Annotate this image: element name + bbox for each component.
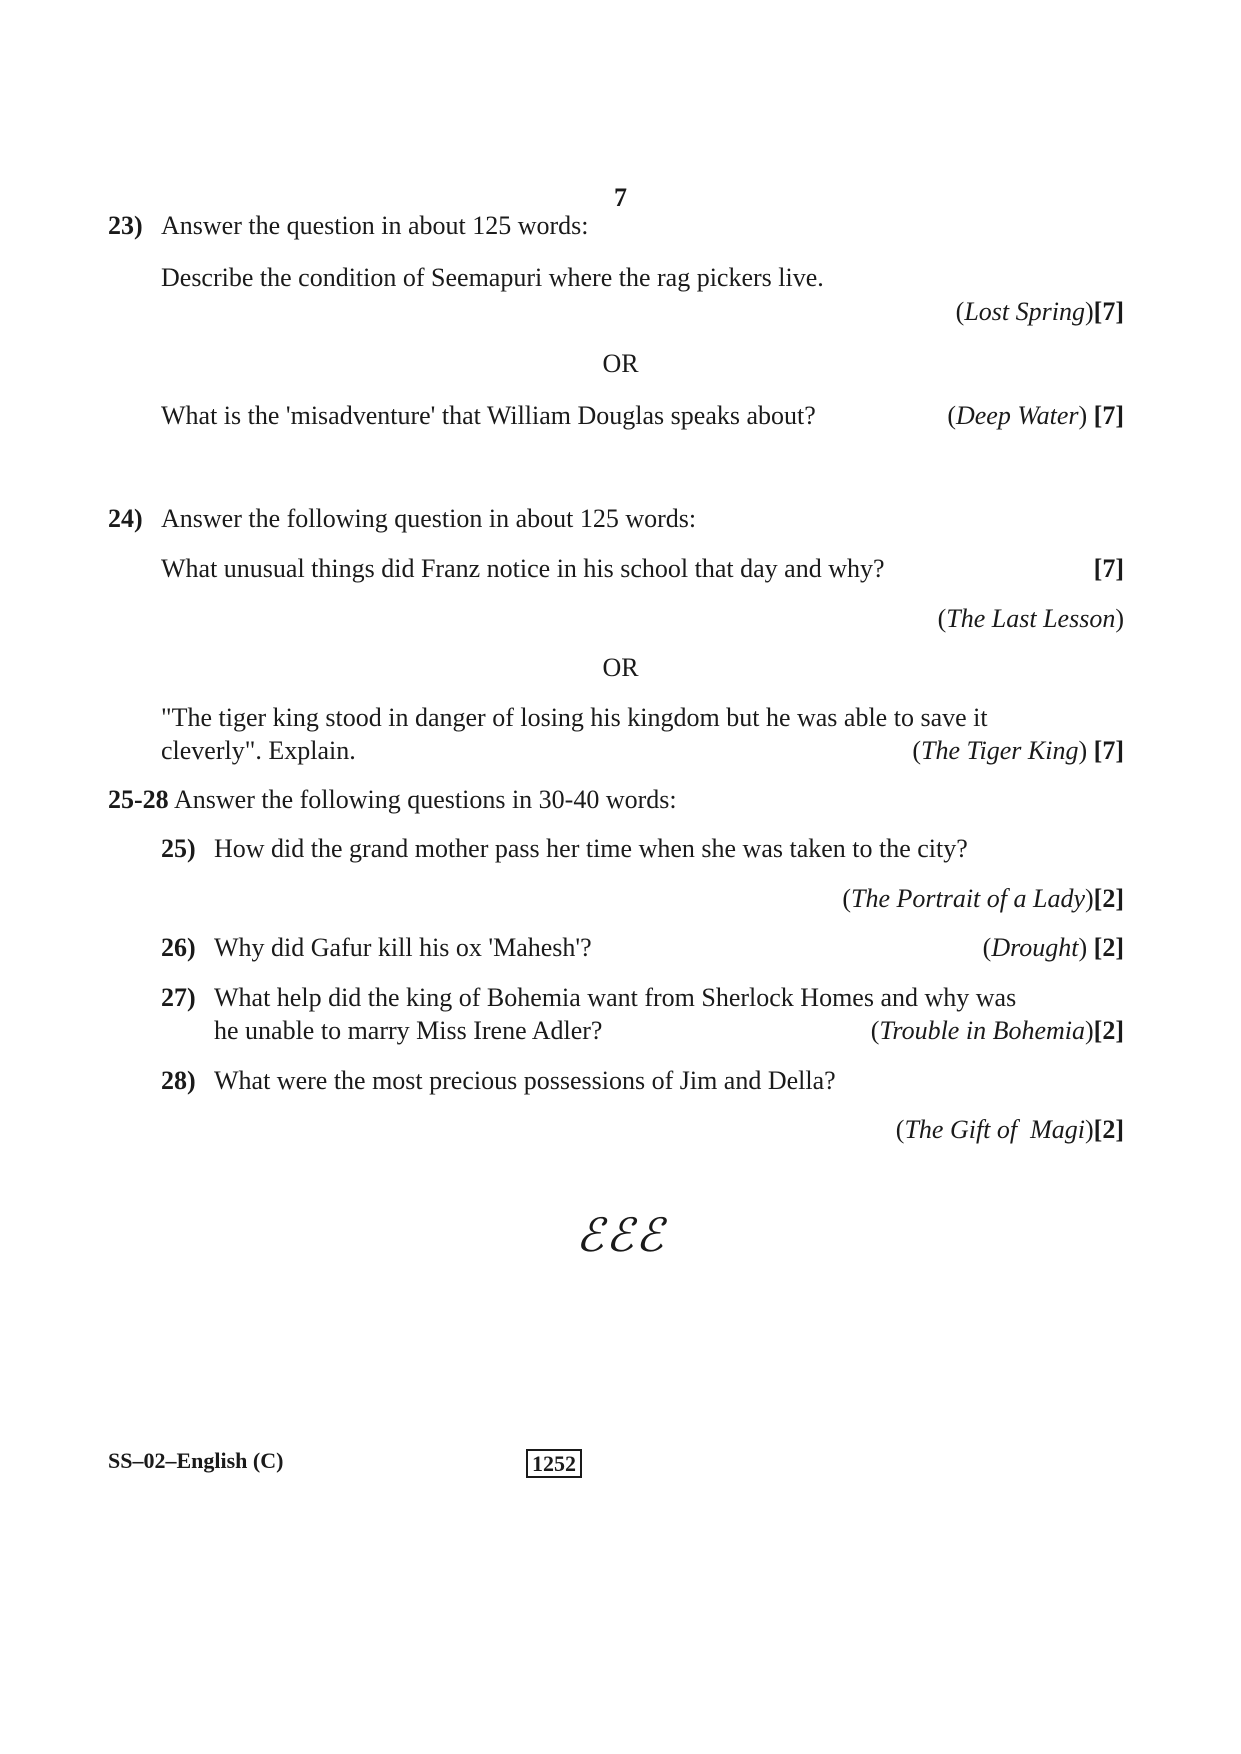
question-26-text: Why did Gafur kill his ox 'Mahesh'? [214, 933, 592, 962]
question-24-or: OR [602, 653, 639, 682]
source-title: The Tiger King [921, 736, 1079, 765]
source-title: Deep Water [955, 401, 1079, 430]
question-23-or: OR [602, 349, 639, 378]
source-title: Lost Spring [964, 297, 1085, 326]
marks: [2] [1093, 933, 1124, 962]
question-27-text-line1: What help did the king of Bohemia want from Sherlock Homes and why was [214, 983, 1017, 1012]
question-24-text: What unusual things did Franz notice in his school that day and why? [161, 554, 885, 583]
source-title: The Portrait of a Lady [850, 884, 1085, 913]
question-group-instruction: Answer the following questions in 30-40 words: [174, 785, 677, 814]
end-ornament: ℰℰℰ [575, 1210, 666, 1261]
marks: [7] [1093, 401, 1124, 430]
question-26-source: (Drought) [2] [982, 933, 1124, 962]
question-28-text: What were the most precious possessions of Jim and Della? [214, 1066, 836, 1095]
question-27-number: 27) [161, 983, 196, 1012]
source-title: The Gift of Magi [904, 1115, 1085, 1144]
question-25-number: 25) [161, 834, 196, 863]
question-27-source: (Trouble in Bohemia)[2] [870, 1016, 1124, 1045]
question-24-source: (The Last Lesson) [937, 604, 1124, 633]
question-23-number: 23) [108, 211, 143, 240]
marks: [7] [1093, 297, 1124, 326]
question-27-text-line2: he unable to marry Miss Irene Adler? [214, 1016, 603, 1045]
marks: [2] [1093, 884, 1124, 913]
marks: [2] [1093, 1016, 1124, 1045]
question-24-alt-text-line2: cleverly". Explain. [161, 736, 356, 765]
question-24-instruction: Answer the following question in about 125 words: [161, 504, 697, 533]
code-box: 1252 [526, 1449, 582, 1478]
source-title: Drought [991, 933, 1079, 962]
source-title: Trouble in Bohemia [879, 1016, 1085, 1045]
question-24-number: 24) [108, 504, 143, 533]
question-group-number: 25-28 [108, 785, 169, 814]
footer-paper-code: SS–02–English (C) [108, 1448, 284, 1473]
question-23-text: Describe the condition of Seemapuri where the rag pickers live. [161, 263, 824, 292]
question-23-instruction: Answer the question in about 125 words: [161, 211, 589, 240]
question-24-alt-text-line1: "The tiger king stood in danger of losing his kingdom but he was able to save it [161, 703, 988, 732]
question-24-marks: [7] [1093, 554, 1124, 583]
question-23-alt-source: (Deep Water) [7] [947, 401, 1124, 430]
question-28-number: 28) [161, 1066, 196, 1095]
question-26-number: 26) [161, 933, 196, 962]
source-title: The Last Lesson [946, 604, 1116, 633]
question-25-source: (The Portrait of a Lady)[2] [842, 884, 1124, 913]
marks: [7] [1093, 736, 1124, 765]
question-25-text: How did the grand mother pass her time when she was taken to the city? [214, 834, 968, 863]
question-23-alt-text: What is the 'misadventure' that William Douglas speaks about? [161, 401, 816, 430]
question-28-source: (The Gift of Magi)[2] [895, 1115, 1124, 1144]
question-24-alt-source: (The Tiger King) [7] [912, 736, 1124, 765]
footer-code-box [526, 1446, 582, 1480]
page-number: 7 [614, 183, 627, 212]
marks: [2] [1093, 1115, 1124, 1144]
question-23-source: (Lost Spring)[7] [955, 297, 1124, 326]
